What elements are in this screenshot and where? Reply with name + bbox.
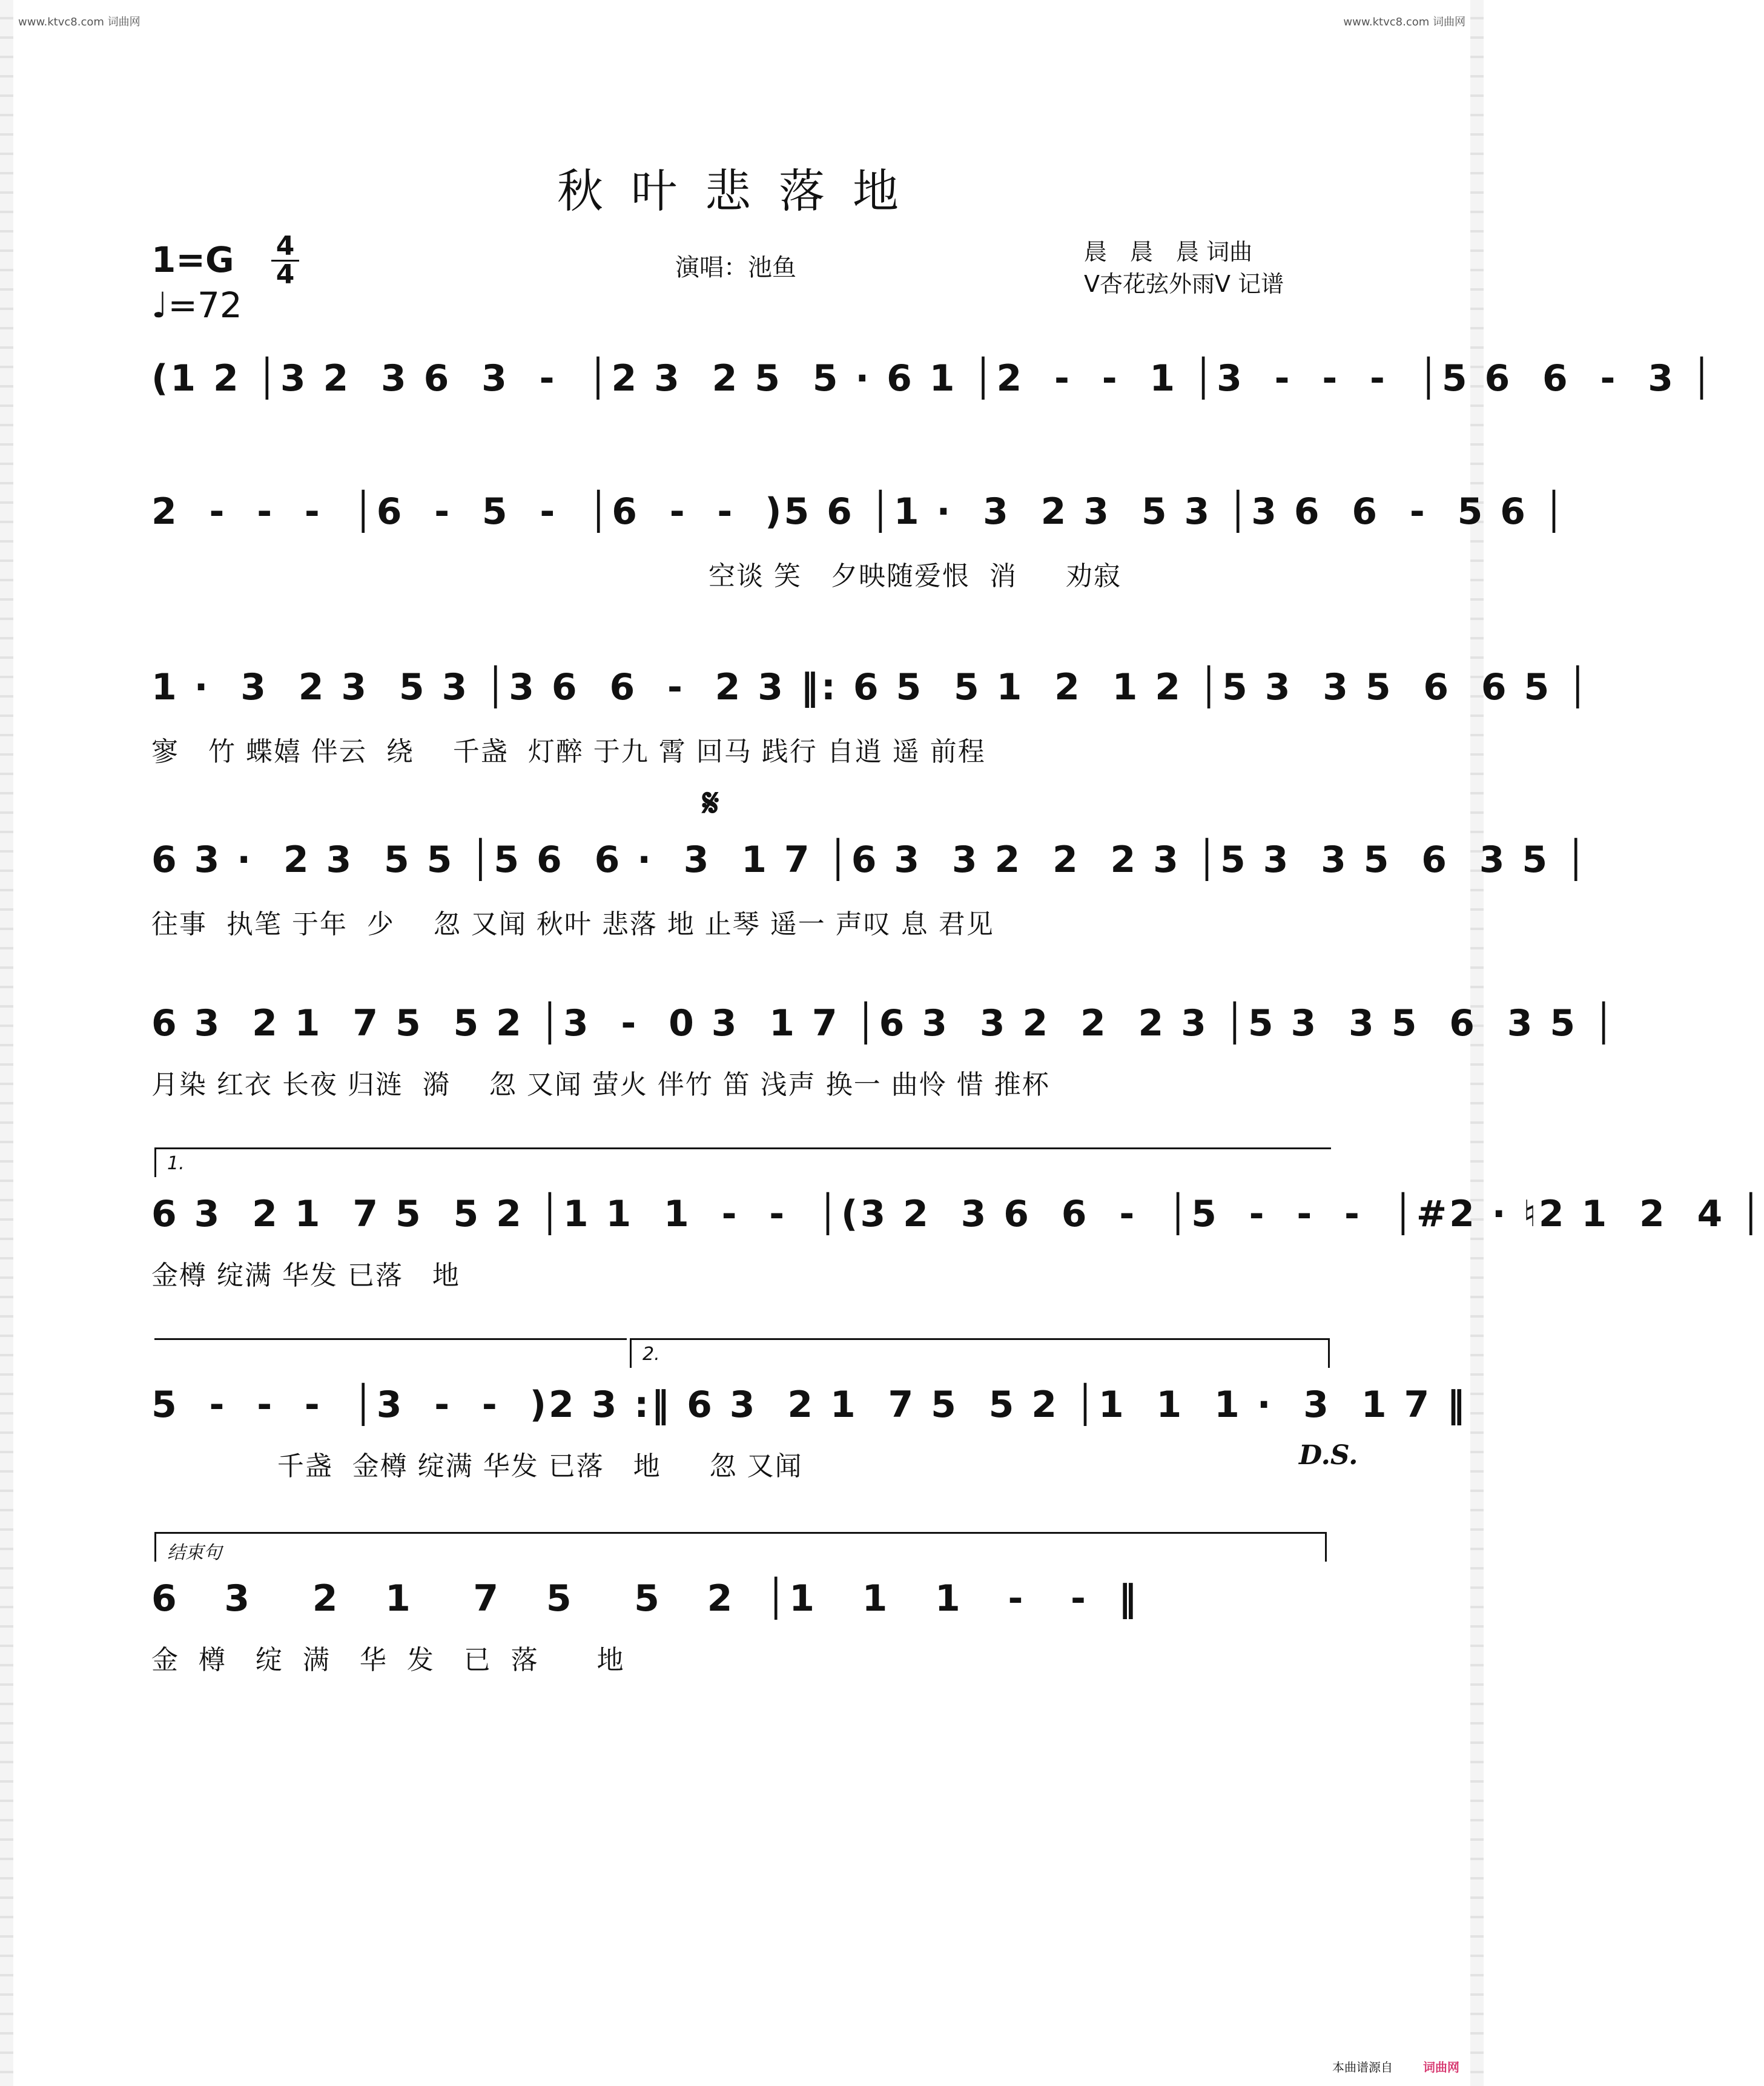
time-signature bbox=[271, 233, 299, 288]
time-signature-bottom: 4 bbox=[271, 260, 299, 288]
notation-row-1: (1 2 │3 2 3 6 3 - │2 3 2 5 5 · 6 1 │2 - - 1 │3 - - - │5 6 6 - 3 │ bbox=[151, 357, 1715, 400]
transcriber-credit: V杏花弦外雨V 记谱 bbox=[1084, 271, 1284, 297]
lyrics-row-4: 往事 执笔 于年 少 忽 又闻 秋叶 悲落 地 止琴 遥一 声叹 息 君见 bbox=[151, 909, 994, 940]
footer-site-logo: 词曲网 bbox=[1423, 2060, 1459, 2074]
ending-phrase-bracket bbox=[154, 1532, 1327, 1562]
page-border-left bbox=[0, 0, 13, 2086]
lyrics-row-8: 金 樽 绽 满 华 发 已 落 地 bbox=[151, 1645, 625, 1675]
lyrics-row-3: 寥 竹 蝶嬉 伴云 绕 千盏 灯醉 于九 霄 回马 践行 自逍 遥 前程 bbox=[151, 736, 986, 767]
notation-row-8: 6 3 2 1 7 5 5 2 │1 1 1 - - ‖ bbox=[151, 1577, 1139, 1620]
notation-row-7: 5 - - - │3 - - )2 3 :‖ 6 3 2 1 7 5 5 2 │1 1 1 · 3 1 7 ‖ bbox=[151, 1384, 1468, 1426]
lyrics-row-5: 月染 红衣 长夜 归涟 漪 忽 又闻 萤火 伴竹 笛 浅声 换一 曲怜 惜 推杯 bbox=[151, 1069, 1050, 1100]
song-title: 秋叶悲落地 bbox=[557, 164, 927, 218]
second-ending-bracket bbox=[630, 1338, 1330, 1368]
time-signature-top: 4 bbox=[276, 231, 295, 262]
notation-row-3: 1 · 3 2 3 5 3 │3 6 6 - 2 3 ‖: 6 5 5 1 2 1 2 │5 3 3 5 6 6 5 │ bbox=[151, 666, 1591, 708]
lyricist-credit: 晨 晨 晨 词曲 bbox=[1084, 239, 1253, 265]
dal-segno-marking: D.S. bbox=[1299, 1440, 1358, 1471]
lyrics-row-2: 空谈 笑 夕映随爱恨 消 劝寂 bbox=[709, 561, 1121, 592]
footer-source-label: 本曲谱源自 bbox=[1332, 2060, 1393, 2074]
first-ending-continuation-line bbox=[154, 1338, 627, 1340]
key-signature: 1=G bbox=[151, 239, 234, 280]
ending-phrase-label: 结束句 bbox=[167, 1542, 222, 1563]
segno-sign: 𝄋 bbox=[702, 781, 719, 826]
first-ending-bracket bbox=[154, 1147, 1331, 1177]
site-watermark-right: www.ktvc8.com 词曲网 bbox=[1343, 16, 1465, 28]
first-ending-label: 1. bbox=[167, 1153, 185, 1174]
notation-row-6: 6 3 2 1 7 5 5 2 │1 1 1 - - │(3 2 3 6 6 - │5 - - - │#2 · ♮2 1 2 4 │ bbox=[151, 1193, 1764, 1235]
notation-row-5: 6 3 2 1 7 5 5 2 │3 - 0 3 1 7 │6 3 3 2 2 2 3 │5 3 3 5 6 3 5 │ bbox=[151, 1002, 1617, 1045]
site-watermark-left: www.ktvc8.com 词曲网 bbox=[18, 16, 140, 28]
tempo-marking: ♩=72 bbox=[151, 285, 242, 326]
second-ending-label: 2. bbox=[643, 1344, 660, 1365]
notation-row-4: 6 3 · 2 3 5 5 │5 6 6 · 3 1 7 │6 3 3 2 2 2 3 │5 3 3 5 6 3 5 │ bbox=[151, 839, 1590, 881]
notation-row-2: 2 - - - │6 - 5 - │6 - - )5 6 │1 · 3 2 3 5 3 │3 6 6 - 5 6 │ bbox=[151, 490, 1567, 533]
singer-label: 演唱：池鱼 bbox=[675, 254, 796, 282]
lyrics-row-7: 千盏 金樽 绽满 华发 已落 地 忽 又闻 bbox=[151, 1451, 803, 1482]
lyrics-row-6: 金樽 绽满 华发 已落 地 bbox=[151, 1260, 460, 1291]
